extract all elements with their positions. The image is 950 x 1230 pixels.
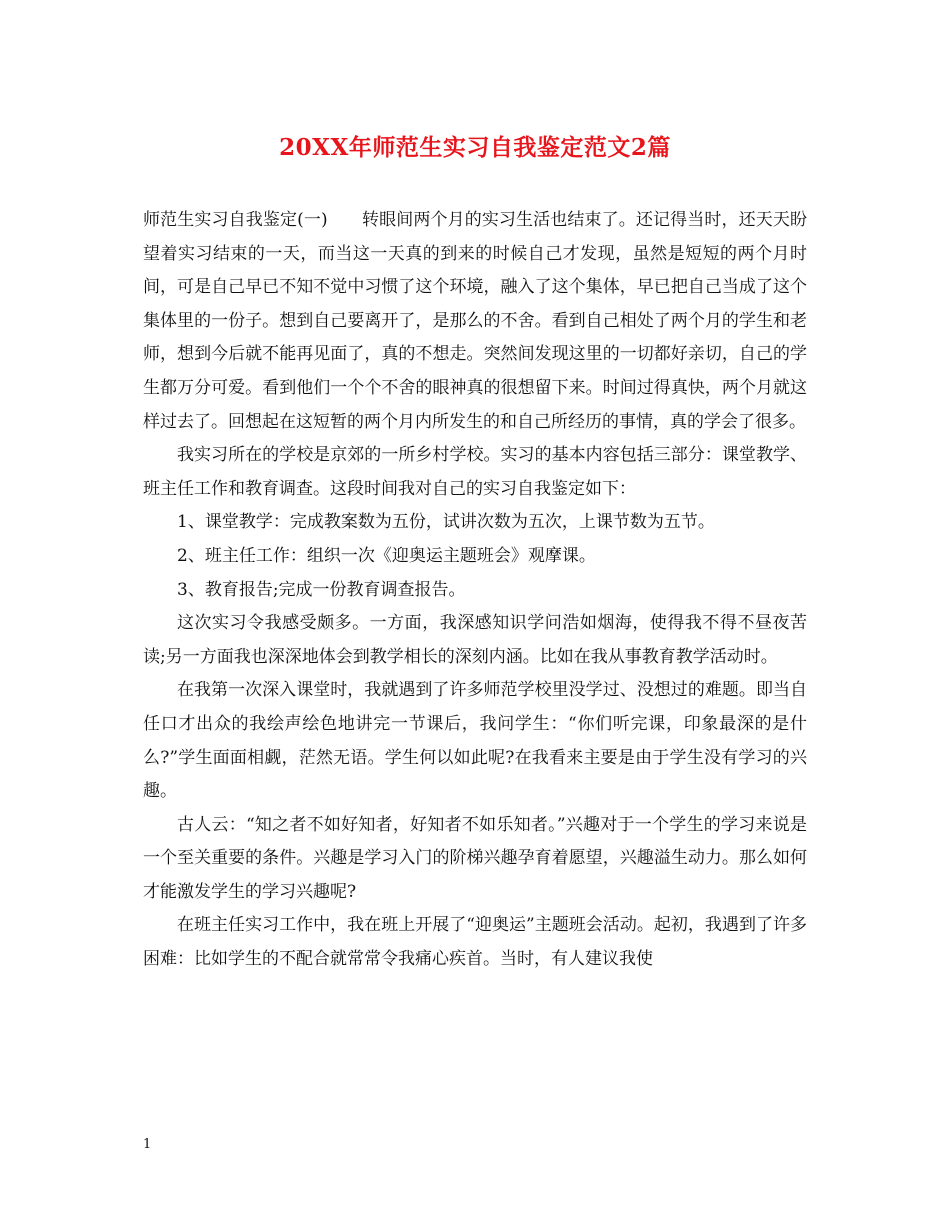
paragraph: 这次实习令我感受颇多。一方面，我深感知识学问浩如烟海，使得我不得不昼夜苦读;另一方面我也深深地体会到教学相长的深刻内涵。比如在我从事教育教学活动时。	[143, 613, 807, 667]
list-item: 2、班主任工作：组织一次《迎奥运主题班会》观摩课。	[177, 545, 596, 566]
paragraph: 在班主任实习工作中，我在班上开展了“迎奥运”主题班会活动。起初，我遇到了许多困难：比如学生的不配合就常常令我痛心疾首。当时，有人建议我使	[143, 915, 807, 970]
page-number: 1	[143, 1137, 152, 1152]
paragraph: 师范生实习自我鉴定(一) 转眼间两个月的实习生活也结束了。还记得当时，还天天盼望着实习结束的一天，而当这一天真的到来的时候自己才发现，虽然是短短的两个月时间，可是自己早已不知不觉中习惯了这个环境，融入了这个集体，早已把自己当成了这个集体里的一份子。想到自己要离开了，是那么的不舍。看到自己相处了两个月的学生和老师，想到今后就不能再见面了，真的不想走。突然间发现这里的一切都好亲切，自己的学生都万分可爱。看到他们一个个不舍的眼神真的很想留下来。时间过得真快，两个月就这样过去了。回想起在这短暂的两个月内所发生的和自己所经历的事情，真的学会了很多。	[143, 210, 807, 432]
paragraph: 我实习所在的学校是京郊的一所乡村学校。实习的基本内容包括三部分：课堂教学、班主任工作和教育调查。这段时间我对自己的实习自我鉴定如下：	[143, 445, 807, 499]
list-item: 3、教育报告;完成一份教育调查报告。	[177, 579, 466, 600]
document-body	[143, 204, 807, 977]
paragraph: 在我第一次深入课堂时，我就遇到了许多师范学校里没学过、没想过的难题。即当自任口才出众的我绘声绘色地讲完一节课后，我问学生：“你们听完课，印象最深的是什么?”学生面面相觑，茫然无语。学生何以如此呢?在我看来主要是由于学生没有学习的兴趣。	[143, 680, 807, 802]
list-item: 1、课堂教学：完成教案数为五份，试讲次数为五次，上课节数为五节。	[177, 512, 715, 533]
paragraph: 古人云：“知之者不如好知者，好知者不如乐知者。”兴趣对于一个学生的学习来说是一个至关重要的条件。兴趣是学习入门的阶梯兴趣孕育着愿望，兴趣溢生动力。那么如何才能激发学生的学习兴趣呢?	[143, 814, 807, 902]
document-title: 20XX年师范生实习自我鉴定范文2篇	[279, 134, 671, 161]
